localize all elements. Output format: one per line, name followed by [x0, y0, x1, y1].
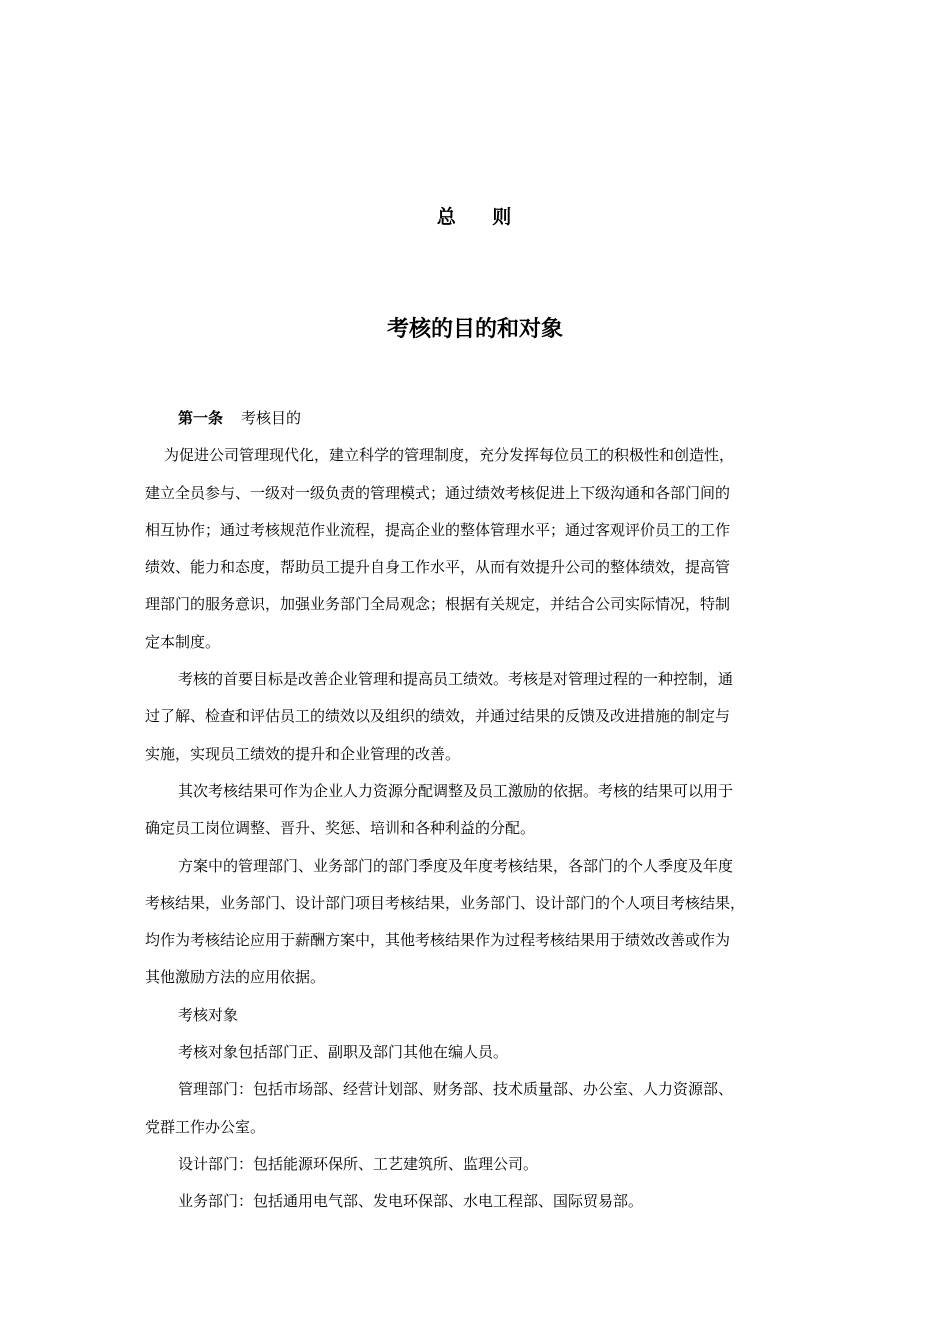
paragraph-line: 绩效、能力和态度，帮助员工提升自身工作水平，从而有效提升公司的整体绩效，提高管	[145, 558, 731, 577]
paragraph-line: 管理部门：包括市场部、经营计划部、财务部、技术质量部、办公室、人力资源部、	[178, 1080, 734, 1099]
paragraph-line: 为促进公司管理现代化，建立科学的管理制度，充分发挥每位员工的积极性和创造性，	[164, 446, 735, 465]
paragraph-line: 定本制度。	[145, 632, 221, 651]
paragraph-line: 其次考核结果可作为企业人力资源分配调整及员工激励的依据。考核的结果可以用于	[178, 781, 734, 800]
paragraph-line: 考核结果，业务部门、设计部门项目考核结果，业务部门、设计部门的个人项目考核结果，	[145, 893, 746, 912]
paragraph-line: 考核对象包括部门正、副职及部门其他在编人员。	[178, 1043, 509, 1062]
paragraph-line: 考核的首要目标是改善企业管理和提高员工绩效。考核是对管理过程的一种控制，通	[178, 670, 734, 689]
paragraph-line: 过了解、检查和评估员工的绩效以及组织的绩效，并通过结果的反馈及改进措施的制定与	[145, 707, 731, 726]
section-title: 考核的目的和对象	[386, 317, 563, 342]
chapter-title: 总 则	[436, 206, 514, 228]
paragraph-line: 均作为考核结论应用于薪酬方案中，其他考核结果作为过程考核结果用于绩效改善或作为	[145, 931, 731, 950]
paragraph-line: 理部门的服务意识，加强业务部门全局观念；根据有关规定，并结合公司实际情况，特制	[145, 595, 731, 614]
paragraph-line: 实施，实现员工绩效的提升和企业管理的改善。	[145, 744, 461, 763]
subheading-line: 考核对象	[178, 1005, 239, 1024]
paragraph-line: 确定员工岗位调整、晋升、奖惩、培训和各种利益的分配。	[145, 819, 536, 838]
document-body	[145, 400, 817, 1221]
article-number: 第一条	[178, 409, 224, 427]
article-title: 考核目的	[241, 409, 302, 427]
paragraph-line: 其他激励方法的应用依据。	[145, 968, 326, 987]
paragraph-line: 业务部门：包括通用电气部、发电环保部、水电工程部、国际贸易部。	[178, 1192, 644, 1211]
paragraph-line: 相互协作；通过考核规范作业流程，提高企业的整体管理水平；通过客观评价员工的工作	[145, 520, 731, 539]
article-heading	[145, 400, 817, 437]
paragraph-line: 设计部门：包括能源环保所、工艺建筑所、监理公司。	[178, 1154, 539, 1173]
paragraph-line: 党群工作办公室。	[145, 1117, 266, 1136]
paragraph-line: 方案中的管理部门、业务部门的部门季度及年度考核结果，各部门的个人季度及年度	[178, 856, 734, 875]
paragraph-line: 建立全员参与、一级对一级负责的管理模式；通过绩效考核促进上下级沟通和各部门间的	[145, 483, 731, 502]
